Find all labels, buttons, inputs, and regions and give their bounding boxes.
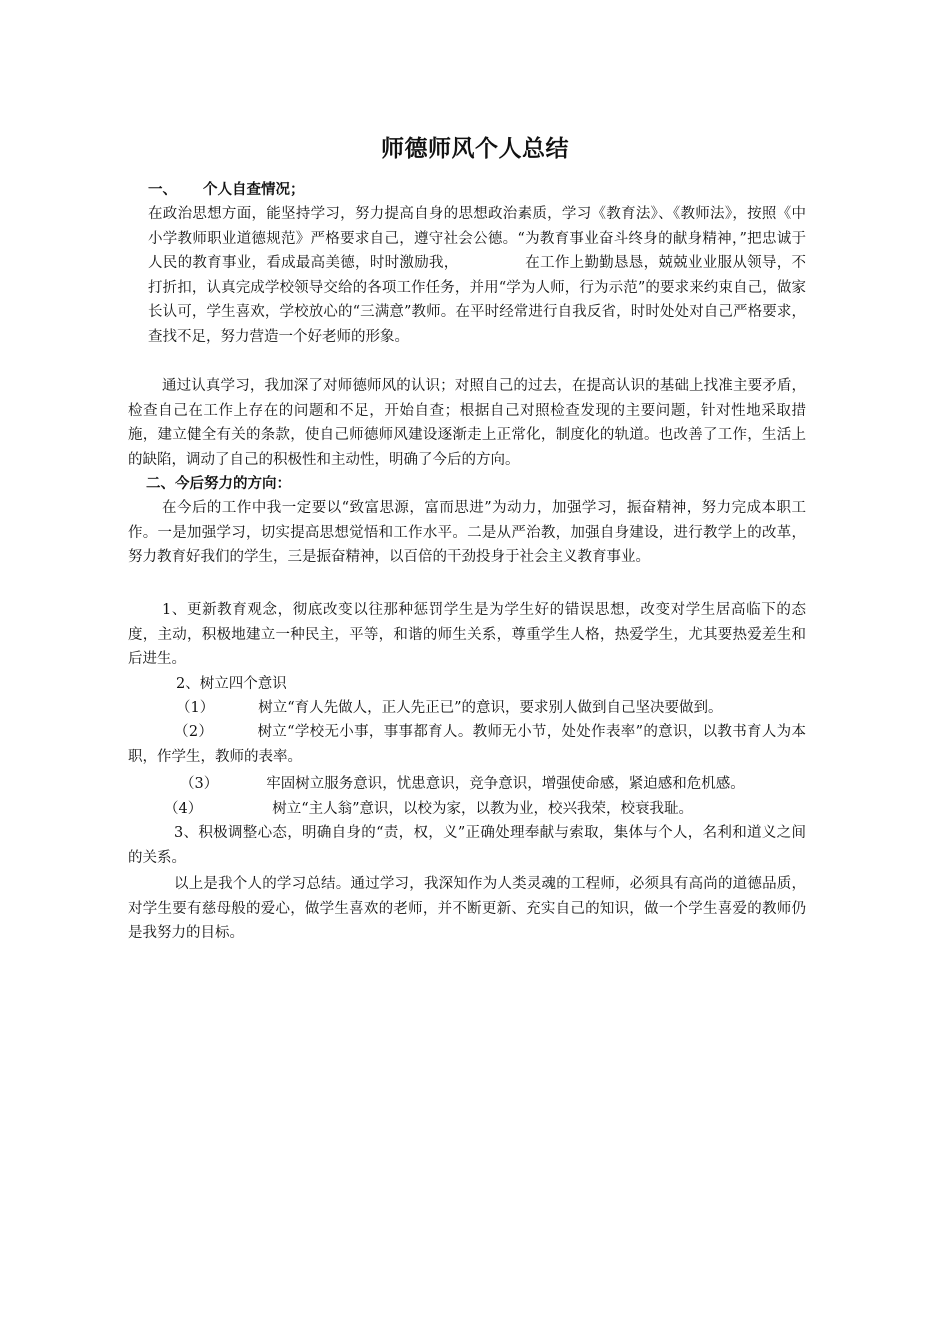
section2-item-2: 2、树立四个意识 xyxy=(176,676,287,692)
section1-heading-row xyxy=(148,178,305,202)
sub-item-1-number: （1） xyxy=(176,700,215,716)
sub-item-4 xyxy=(164,797,693,821)
section1-number: 一、 xyxy=(148,182,177,198)
closing-paragraph: 以上是我个人的学习总结。通过学习，我深知作为人类灵魂的工程师，必须具有高尚的道德品质，对学生要有慈母般的爱心，做学生喜欢的老师，并不断更新、充实自己的知识，做一个学生喜爱的教师仍是我努力的目标。 xyxy=(128,876,806,941)
sub-item-1-text: 树立“育人先做人，正人先正已”的意识，要求别人做到自己坚决要做到。 xyxy=(258,700,723,716)
section2-item-3: 3、积极调整心态，明确自身的“责，权，义”正确处理奉献与索取，集体与个人，名利和道义之间的关系。 xyxy=(128,825,806,866)
section1-paragraph-2: 通过认真学习，我加深了对师德师风的认识；对照自己的过去，在提高认识的基础上找准主要矛盾，检查自己在工作上存在的问题和不足，开始自查；根据自己对照检查发现的主要问题，针对性地采取措施，建立健全有关的条款，使自己师德师风建设逐渐走上正常化，制度化的轨道。也改善了工作，生活上的缺陷，调动了自己的积极性和主动性，明确了今后的方向。 xyxy=(128,378,806,468)
sub-item-3-text: 牢固树立服务意识，忧患意识，竞争意识，增强使命感，紧迫感和危机感。 xyxy=(266,776,745,792)
section2-item-1: 1、更新教育观念，彻底改变以往那种惩罚学生是为学生好的错误思想，改变对学生居高临下的态度，主动，积极地建立一种民主，平等，和谐的师生关系，尊重学生人格，热爱学生，尤其要热爱差生和后进生。 xyxy=(128,602,806,667)
section1-paragraph-1: 在政治思想方面，能坚持学习，努力提高自身的思想政治素质，学习《教育法》、《教师法》，按照《中小学教师职业道德规范》严格要求自己，遵守社会公德。“为教育事业奋斗终身的献身精神，”把忠诚于人民的教育事业，看成最高美德，时时激励我， 在工作上勤勤恳恳，兢兢业业服从领导，不打折扣，认真完成学校领导交给的各项工作任务，并用“学为人师，行为示范”的要求来约束自己，做家长认可，学生喜欢，学校放心的“三满意”教师。在平时经常进行自我反省，时时处处对自己严格要求，查找不足，努力营造一个好老师的形象。 xyxy=(148,206,806,345)
sub-item-2 xyxy=(128,720,806,769)
sub-item-2-number: （2） xyxy=(174,724,214,740)
sub-item-3-number: （3） xyxy=(180,776,219,792)
sub-item-4-text: 树立“主人翁”意识，以校为家，以教为业，校兴我荣，校衰我耻。 xyxy=(272,801,694,817)
document-title: 师德师风个人总结 xyxy=(381,136,569,162)
sub-item-3 xyxy=(180,772,745,796)
sub-item-4-number: （4） xyxy=(164,801,203,817)
sub-item-2-text: 树立“学校无小事，事事都育人。教师无小节，处处作表率”的意识，以教书育人为本职，作学生，教师的表率。 xyxy=(128,724,806,765)
section2-paragraph-1: 在今后的工作中我一定要以“致富思源，富而思进”为动力，加强学习，振奋精神，努力完成本职工作。一是加强学习，切实提高思想觉悟和工作水平。二是从严治教，加强自身建设，进行教学上的改革，努力教育好我们的学生，三是振奋精神，以百倍的干劲投身于社会主义教育事业。 xyxy=(128,500,806,565)
sub-item-1 xyxy=(176,696,723,720)
section1-heading: 个人自查情况； xyxy=(203,182,305,198)
section2-heading: 二、今后努力的方向： xyxy=(146,476,291,492)
